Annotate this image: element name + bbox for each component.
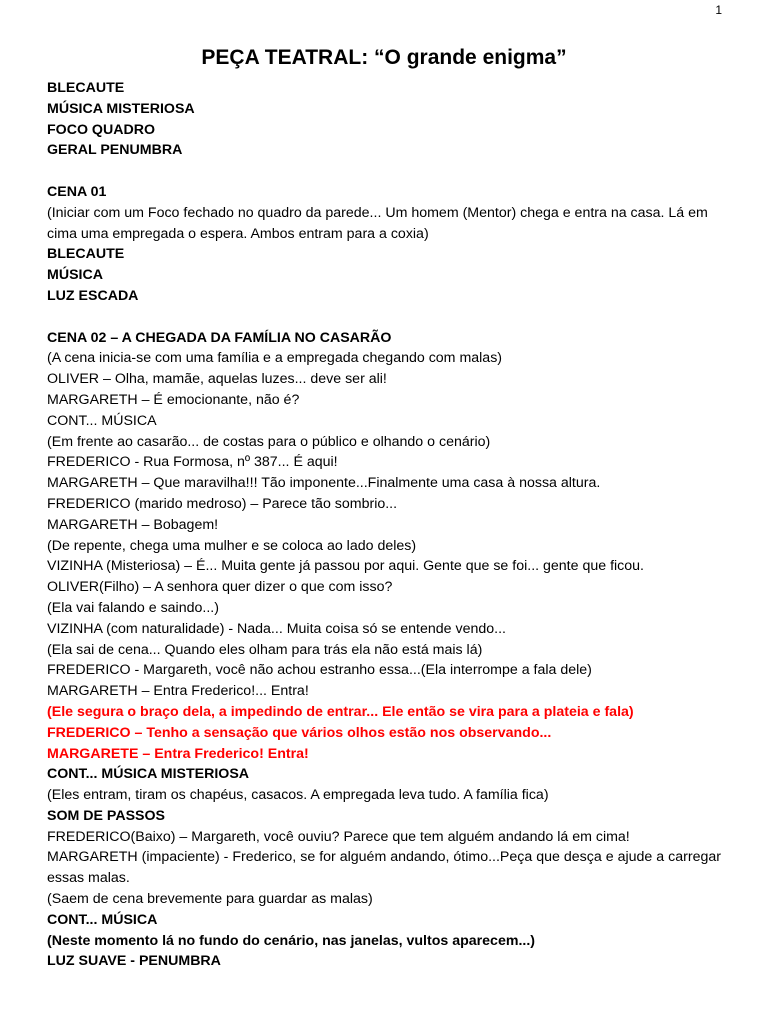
highlighted-dialogue-line: MARGARETE – Entra Frederico! Entra! bbox=[47, 745, 309, 762]
dialogue-line: MARGARETH – Que maravilha!!! Tão imponente...Finalmente uma casa à nossa altura. bbox=[47, 475, 601, 492]
stage-direction: LUZ SUAVE - PENUMBRA bbox=[47, 953, 221, 970]
stage-note: (Saem de cena brevemente para guardar as malas) bbox=[47, 891, 373, 908]
stage-note: (Ela sai de cena... Quando eles olham para trás ela não está mais lá) bbox=[47, 641, 483, 658]
dialogue-line: FREDERICO (marido medroso) – Parece tão sombrio... bbox=[47, 495, 398, 512]
stage-direction: CONT... MÚSICA bbox=[47, 911, 158, 928]
stage-direction: MÚSICA bbox=[47, 267, 103, 284]
dialogue-line: FREDERICO(Baixo) – Margareth, você ouviu? Parece que tem alguém andando lá em cima! bbox=[47, 828, 630, 845]
stage-note: (Iniciar com um Foco fechado no quadro da parede... Um homem (Mentor) chega e entra na casa. Lá em cima uma empregada o espera. Ambos entram para a coxia) bbox=[47, 204, 708, 242]
script-body bbox=[47, 78, 721, 972]
dialogue-line: FREDERICO - Margareth, você não achou estranho essa...(Ela interrompe a fala dele) bbox=[47, 662, 592, 679]
stage-direction: LUZ ESCADA bbox=[47, 287, 139, 304]
dialogue-line: VIZINHA (Misteriosa) – É... Muita gente já passou por aqui. Gente que se foi... gente que ficou. bbox=[47, 558, 644, 575]
stage-direction: GERAL PENUMBRA bbox=[47, 142, 183, 159]
stage-note: (De repente, chega uma mulher e se coloca ao lado deles) bbox=[47, 537, 417, 554]
blank-line bbox=[47, 307, 721, 328]
blank-line bbox=[47, 161, 721, 182]
dialogue-line: OLIVER – Olha, mamãe, aquelas luzes... deve ser ali! bbox=[47, 371, 387, 388]
scene-heading: CENA 02 – A CHEGADA DA FAMÍLIA NO CASARÃO bbox=[47, 329, 392, 346]
dialogue-line: FREDERICO - Rua Formosa, nº 387... É aqui! bbox=[47, 454, 338, 471]
dialogue-line: OLIVER(Filho) – A senhora quer dizer o que com isso? bbox=[47, 579, 393, 596]
dialogue-line: MARGARETH – Entra Frederico!... Entra! bbox=[47, 683, 309, 700]
highlighted-dialogue-line: FREDERICO – Tenho a sensação que vários olhos estão nos observando... bbox=[47, 724, 552, 741]
stage-direction: BLECAUTE bbox=[47, 80, 125, 96]
stage-direction: BLECAUTE bbox=[47, 246, 125, 263]
dialogue-line: MARGARETH – É emocionante, não é? bbox=[47, 391, 300, 408]
stage-direction: MÚSICA MISTERIOSA bbox=[47, 100, 195, 117]
stage-note: (Ela vai falando e saindo...) bbox=[47, 599, 219, 616]
stage-note: (A cena inicia-se com uma família e a empregada chegando com malas) bbox=[47, 350, 503, 367]
stage-direction: CONT... MÚSICA bbox=[47, 412, 157, 429]
dialogue-line: VIZINHA (com naturalidade) - Nada... Muita coisa só se entende vendo... bbox=[47, 620, 506, 637]
page-number: 1 bbox=[715, 3, 722, 17]
stage-direction: SOM DE PASSOS bbox=[47, 807, 165, 824]
stage-note: (Em frente ao casarão... de costas para o público e olhando o cenário) bbox=[47, 433, 491, 450]
stage-note: (Neste momento lá no fundo do cenário, nas janelas, vultos aparecem...) bbox=[47, 932, 536, 949]
scene-heading: CENA 01 bbox=[47, 183, 107, 200]
dialogue-line: MARGARETH – Bobagem! bbox=[47, 516, 219, 533]
highlighted-stage-note: (Ele segura o braço dela, a impedindo de entrar... Ele então se vira para a plateia e fala) bbox=[47, 703, 634, 720]
document-title: PEÇA TEATRAL: “O grande enigma” bbox=[201, 46, 567, 69]
stage-note: (Eles entram, tiram os chapéus, casacos. A empregada leva tudo. A família fica) bbox=[47, 787, 549, 804]
stage-direction: CONT... MÚSICA MISTERIOSA bbox=[47, 766, 250, 783]
dialogue-line: MARGARETH (impaciente) - Frederico, se for alguém andando, ótimo...Peça que desça e ajude a carregar essas malas. bbox=[47, 849, 721, 887]
stage-direction: FOCO QUADRO bbox=[47, 121, 155, 138]
